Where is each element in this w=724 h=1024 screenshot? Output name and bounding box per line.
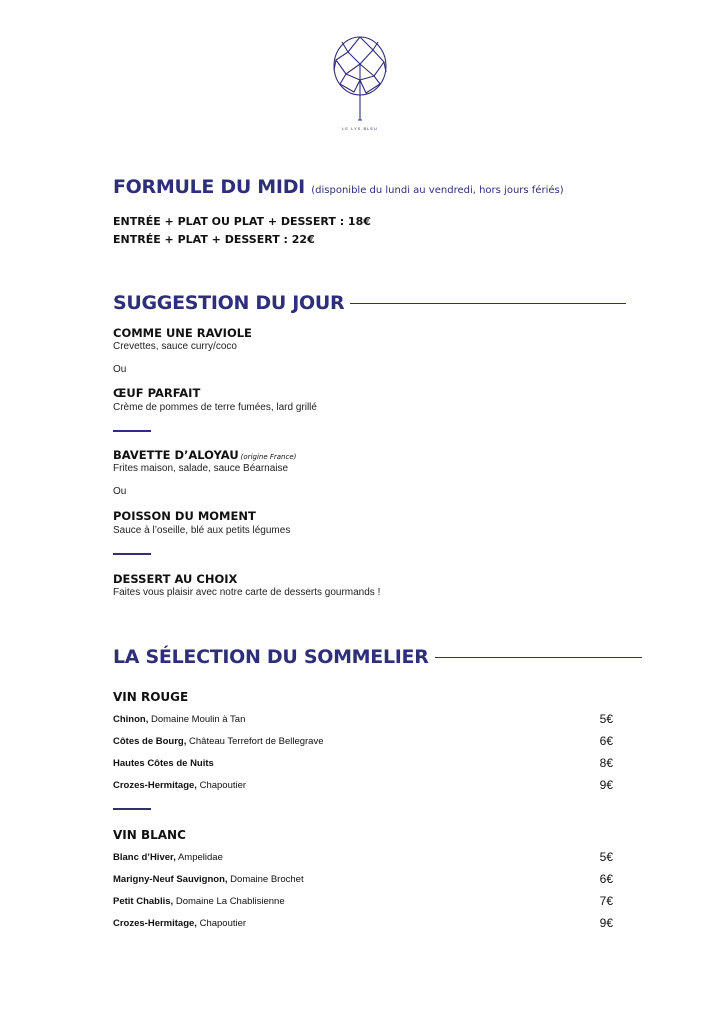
- section-rule: [435, 657, 642, 659]
- restaurant-logo: [328, 34, 392, 134]
- separator-rule: [113, 553, 151, 555]
- wine-row: [113, 714, 613, 730]
- wine-row: [113, 874, 613, 890]
- wine-name: Petit Chablis,: [113, 896, 174, 907]
- wine-name: Crozes-Hermitage,: [113, 780, 197, 791]
- wine-price: 5€: [599, 712, 613, 726]
- dish-name: DESSERT AU CHOIX: [113, 572, 238, 586]
- wine-price: 9€: [599, 778, 613, 792]
- sommelier-title: [113, 646, 642, 668]
- dish-description: Frites maison, salade, sauce Béarnaise: [113, 463, 289, 474]
- wine-row: [113, 780, 613, 796]
- wine-price: 6€: [599, 872, 613, 886]
- wine-row: [113, 852, 613, 868]
- dish-name: ŒUF PARFAIT: [113, 386, 201, 400]
- suggestion-title-text: SUGGESTION DU JOUR: [113, 292, 345, 314]
- suggestion-title: [113, 292, 626, 314]
- wine-detail: Château Terrefort de Bellegrave: [186, 736, 324, 747]
- wine-name: Marigny-Neuf Sauvignon,: [113, 874, 228, 885]
- dish-name: COMME UNE RAVIOLE: [113, 326, 252, 340]
- dish-name: [113, 448, 296, 462]
- wine-row: [113, 736, 613, 752]
- or-label: Ou: [113, 486, 127, 497]
- wine-name: Côtes de Bourg,: [113, 736, 187, 747]
- logo-text: LE LYS BLEU: [342, 126, 378, 131]
- wine-name: Crozes-Hermitage,: [113, 918, 197, 929]
- wine-price: 8€: [599, 756, 613, 770]
- wine-name: Blanc d’Hiver,: [113, 852, 176, 863]
- wine-price: 5€: [599, 850, 613, 864]
- wine-detail: Chapoutier: [196, 780, 247, 791]
- dish-origin: (origine France): [240, 453, 297, 461]
- section-rule: [350, 303, 626, 305]
- tree-icon: [328, 34, 392, 124]
- separator-rule: [113, 808, 151, 810]
- dish-name-text: BAVETTE D’ALOYAU: [113, 448, 239, 462]
- wine-name: Hautes Côtes de Nuits: [113, 758, 214, 769]
- sommelier-title-text: LA SÉLECTION DU SOMMELIER: [113, 646, 429, 668]
- wine-detail: Domaine Brochet: [227, 874, 304, 885]
- dish-description: Faites vous plaisir avec notre carte de desserts gourmands !: [113, 587, 381, 598]
- wine-detail: Domaine La Chablisienne: [173, 896, 285, 907]
- dish-description: Sauce à l’oseille, blé aux petits légumes: [113, 525, 291, 536]
- dish-name: POISSON DU MOMENT: [113, 509, 256, 523]
- formule-price-line-2: ENTRÉE + PLAT + DESSERT : 22€: [113, 233, 315, 246]
- wine-price: 7€: [599, 894, 613, 908]
- wine-name: Chinon,: [113, 714, 149, 725]
- wine-price: 6€: [599, 734, 613, 748]
- wine-detail: Domaine Moulin à Tan: [148, 714, 246, 725]
- red-wine-heading: VIN ROUGE: [113, 690, 189, 704]
- wine-row: [113, 758, 613, 774]
- formule-title-text: FORMULE DU MIDI: [113, 176, 305, 198]
- dish-description: Crème de pommes de terre fumées, lard grillé: [113, 402, 317, 413]
- formule-title: [113, 176, 564, 198]
- wine-row: [113, 918, 613, 934]
- separator-rule: [113, 430, 151, 432]
- wine-detail: Ampelidae: [175, 852, 223, 863]
- dish-description: Crevettes, sauce curry/coco: [113, 341, 237, 352]
- formule-price-line-1: ENTRÉE + PLAT OU PLAT + DESSERT : 18€: [113, 215, 371, 228]
- white-wine-heading: VIN BLANC: [113, 828, 186, 842]
- wine-row: [113, 896, 613, 912]
- or-label: Ou: [113, 364, 127, 375]
- wine-detail: Chapoutier: [196, 918, 247, 929]
- formule-note: (disponible du lundi au vendredi, hors jours fériés): [311, 185, 564, 196]
- wine-price: 9€: [599, 916, 613, 930]
